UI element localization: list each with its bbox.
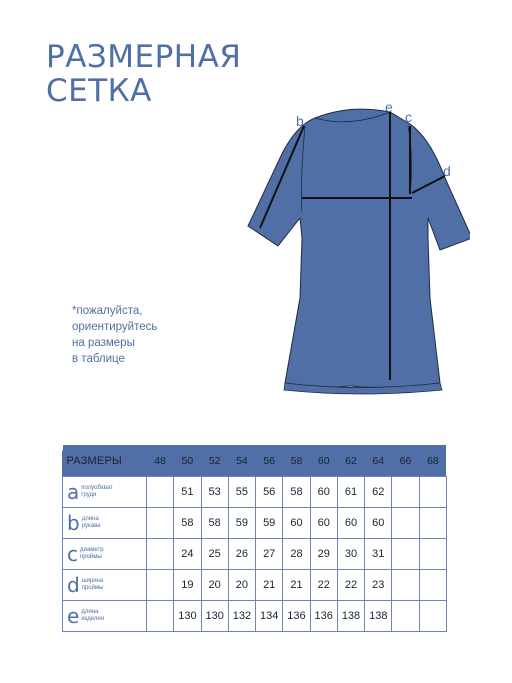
size-header-cell: 64 [372,454,385,467]
size-value-cell: 134 [256,601,283,632]
size-value-cell [392,570,419,601]
measure-description [82,516,122,530]
size-value-cell: 138 [365,601,392,632]
measure-description-line-1: длина [81,516,99,522]
label-b: b [296,113,304,129]
size-value-cell: 58 [201,508,228,539]
size-value-cell: 30 [337,539,364,570]
size-value-cell [392,601,419,632]
size-value-cell: 22 [310,570,337,601]
row-label-cell [63,601,147,632]
size-value-cell [392,508,419,539]
table-row [63,539,447,570]
title-line-2: СЕТКА [46,73,152,109]
measure-description-line-2: проймы [80,554,102,560]
note-line-4: в таблице [72,353,125,365]
size-value-cell [419,570,446,601]
size-value-cell: 61 [337,477,364,508]
size-header-cell: 62 [345,454,357,467]
row-label-cell [63,570,147,601]
size-value-cell: 60 [310,477,337,508]
size-value-cell [147,570,174,601]
dress-body [248,109,470,387]
row-label-cell [63,539,147,570]
row-label-cell [63,508,147,539]
size-value-cell: 24 [174,539,201,570]
size-value-cell: 22 [337,570,364,601]
size-header-cell: 54 [236,454,248,467]
size-value-cell: 136 [283,601,310,632]
size-value-cell: 136 [310,601,337,632]
size-value-cell: 58 [174,508,201,539]
size-value-cell: 21 [283,570,310,601]
size-table [62,445,447,632]
page-title [46,40,241,108]
measure-description-line-1: диаметр [80,547,104,553]
note-line-3: на размеры [72,337,135,349]
size-value-cell [147,508,174,539]
size-value-cell: 29 [310,539,337,570]
size-value-cell: 60 [283,508,310,539]
size-header-row [63,445,447,477]
size-header-cell: 66 [399,454,412,467]
size-value-cell [419,601,446,632]
measure-letter: a [67,480,80,504]
measure-description-line-2: груди [81,492,97,498]
size-value-cell [147,601,174,632]
size-value-cell: 28 [283,539,310,570]
size-value-cell: 130 [174,601,201,632]
size-value-cell: 51 [174,477,201,508]
size-value-cell: 20 [228,570,255,601]
table-row [63,601,447,632]
row-label-cell [63,477,147,508]
size-value-cell: 60 [365,508,392,539]
note-line-1: *пожалуйста, [72,305,143,317]
size-value-cell [147,477,174,508]
size-header-cell: 58 [290,454,303,467]
size-value-cell: 58 [283,477,310,508]
sizes-header-label: РАЗМЕРЫ [66,454,122,467]
size-header-cell: 68 [426,454,439,467]
size-header-cell: 56 [263,454,276,467]
size-header-cell: 52 [208,454,221,467]
size-value-cell [419,477,446,508]
size-value-cell: 27 [256,539,283,570]
size-value-cell: 60 [337,508,364,539]
measure-letter: c [67,542,78,566]
measure-letter: b [67,511,80,535]
measure-description-line-2: изделия [81,616,105,622]
measure-description-line-1: длина [81,609,99,615]
size-value-cell: 19 [174,570,201,601]
label-e: e [385,99,393,115]
label-c: c [405,109,412,125]
size-value-cell [147,539,174,570]
label-a: a [296,205,304,221]
size-value-cell: 59 [228,508,255,539]
size-value-cell: 60 [310,508,337,539]
measure-description-line-2: проймы [81,585,104,591]
measure-description [82,578,122,592]
size-value-cell: 26 [228,539,255,570]
size-value-cell [392,477,419,508]
measure-description-line-1: полуобхват [81,485,113,491]
size-value-cell: 56 [256,477,283,508]
size-header-cell: 50 [181,454,194,467]
size-value-cell: 62 [365,477,392,508]
title-line-1: РАЗМЕРНАЯ [46,39,242,75]
size-value-cell: 21 [256,570,283,601]
size-value-cell [419,539,446,570]
measure-description [81,485,121,499]
measure-description-line-1: ширина [81,578,104,584]
size-value-cell: 31 [365,539,392,570]
size-value-cell [419,508,446,539]
measure-letter: e [67,604,80,628]
size-header-cell: 60 [317,454,330,467]
table-row [63,508,447,539]
size-value-cell: 59 [256,508,283,539]
measure-letter: d [67,573,80,597]
size-table-container [62,445,446,632]
size-value-cell: 20 [201,570,228,601]
table-row [63,570,447,601]
size-value-cell: 55 [228,477,255,508]
size-note [72,303,157,367]
size-value-cell [392,539,419,570]
measure-description-line-2: рукава [81,523,101,529]
size-value-cell: 23 [365,570,392,601]
size-value-cell: 53 [201,477,228,508]
measure-description [80,547,120,561]
label-d: d [443,163,451,179]
note-line-2: ориентируйтесь [72,321,158,333]
measure-description [81,609,121,623]
size-value-cell: 132 [228,601,255,632]
size-value-cell: 130 [201,601,228,632]
size-value-cell: 138 [337,601,364,632]
size-header-cell: 48 [154,454,166,467]
dress-illustration [240,98,470,403]
table-row [63,477,447,508]
size-value-cell: 25 [201,539,228,570]
